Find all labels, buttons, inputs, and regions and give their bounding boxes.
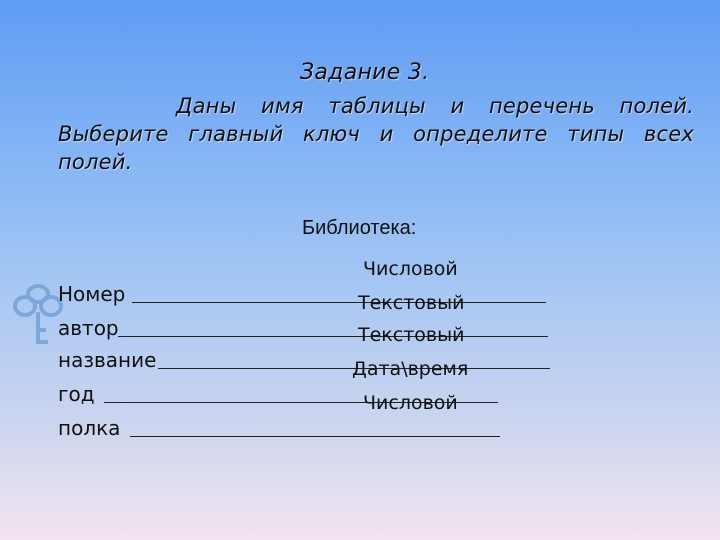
task-text: Даны имя таблицы и перечень полей. Выберите главный ключ и определите типы всех полей. xyxy=(58,94,694,174)
field-type: Числовой xyxy=(363,258,458,280)
answer-line xyxy=(132,302,546,303)
field-type: Текстовый xyxy=(358,324,465,346)
answer-line xyxy=(118,336,548,337)
field-name: автор xyxy=(58,316,119,340)
answer-line xyxy=(130,436,500,437)
field-name: Номер xyxy=(58,282,126,306)
field-name: полка xyxy=(58,416,121,440)
field-type: Дата\время xyxy=(352,358,469,380)
field-name: год xyxy=(58,382,95,406)
slide-title: Задание 3. xyxy=(300,60,430,85)
field-name: название xyxy=(58,348,157,372)
field-type: Числовой xyxy=(363,392,458,414)
field-type: Текстовый xyxy=(358,292,465,314)
table-name: Библиотека: xyxy=(302,217,417,239)
